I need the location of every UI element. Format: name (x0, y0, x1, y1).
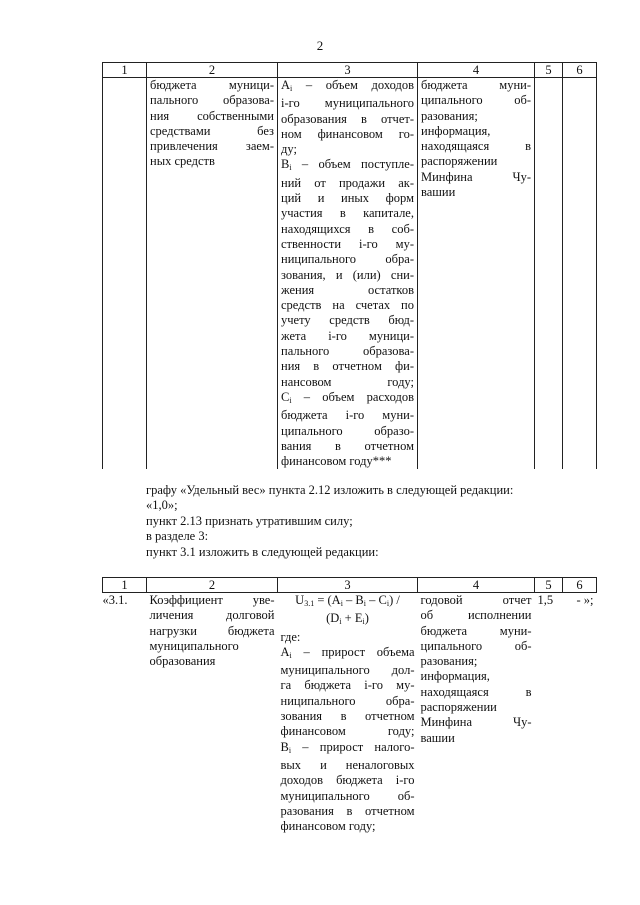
text-line: $A_i$ – объем доходов (281, 78, 414, 93)
formula-line-2: $(D_i + E_i)$ (326, 611, 369, 627)
text-line: средствами без (150, 123, 274, 138)
header-cell: 3 (278, 63, 418, 78)
text-line: нансовом году; (281, 374, 414, 389)
header-cell: 4 (418, 578, 535, 593)
text-line: финансовом году*** (281, 454, 392, 469)
cell-number (103, 78, 147, 470)
text-line: об исполнении (420, 608, 532, 623)
table-row (103, 593, 597, 835)
text-line: информация, (420, 669, 490, 684)
text-line: $C_i$ – объем расходов (281, 389, 414, 405)
cell-source (418, 78, 535, 470)
header-cell: 6 (563, 63, 597, 78)
text-line: бюджета муници- (150, 78, 274, 92)
continued-indicator-table (102, 62, 597, 469)
text-line: ном финансовом го- (281, 126, 414, 141)
text-line: ципального об- (420, 638, 532, 653)
text-line: ния в отчетном фи- (281, 359, 414, 374)
text-line: находящаяся в (421, 139, 531, 154)
cell-indicator-name (147, 78, 278, 470)
text-line: образования (149, 654, 216, 669)
paragraph: пункт 2.13 признать утратившим силу; (146, 514, 353, 528)
text-line: муниципального дол- (280, 663, 415, 678)
header-cell: 4 (418, 63, 535, 78)
text-line: ципального об- (421, 93, 531, 108)
text-line: ния собственными (150, 108, 274, 123)
header-cell: 3 (278, 578, 418, 593)
text-line: финансовом году; (280, 724, 415, 739)
text-line: муниципального (149, 638, 239, 653)
header-cell: 1 (103, 63, 147, 78)
page-number: 2 (316, 38, 324, 53)
header-cell: 6 (563, 578, 597, 593)
text-line: годовой отчет (420, 593, 532, 607)
text-line: ципального образо- (281, 423, 414, 438)
cell-indicator-name (147, 593, 278, 835)
text-line: бюджета i-го муни- (281, 408, 414, 423)
text-line: вых и неналоговых (280, 757, 415, 772)
text-line: разования в отчетном (280, 803, 415, 818)
text-line: ний от продажи ак- (281, 175, 414, 190)
text-line: ду; (281, 142, 297, 157)
cell-number: «3.1. (102, 593, 128, 607)
paragraph: пункт 3.1 изложить в следующей редакции: (146, 545, 379, 559)
text-line: муниципального об- (280, 788, 415, 803)
text-line: участия в капитале, (281, 206, 414, 221)
cell-weight (535, 78, 563, 470)
table-header-row (103, 63, 597, 78)
table-row (103, 78, 597, 470)
table-header-row (103, 578, 597, 593)
text-line: информация, (421, 123, 491, 138)
text-line: ных средств (150, 154, 215, 169)
text-line: ниципального обра- (281, 252, 414, 267)
text-line: доходов бюджета i-го (280, 773, 415, 788)
header-cell: 5 (535, 63, 563, 78)
cell-formula (278, 593, 418, 835)
text-line: распоряжении (420, 700, 497, 715)
text-line: пального образова- (281, 344, 414, 359)
text-line: нагрузки бюджета (149, 623, 275, 638)
text-line: личения долговой (149, 608, 275, 623)
text-line: зования в отчетном (280, 709, 415, 724)
text-line: га бюджета i-го му- (280, 678, 415, 693)
text-line: пального образова- (150, 93, 274, 108)
text-line: жета i-го муници- (281, 328, 414, 343)
text-line: где: (280, 629, 301, 644)
paragraph: «1,0»; (146, 498, 178, 512)
text-line: вашии (421, 185, 456, 200)
paragraph: в разделе 3: (146, 529, 209, 543)
cell-weight: 1,5 (537, 593, 554, 607)
text-line: находящихся в соб- (281, 221, 414, 236)
text-line: ций и иных форм (281, 191, 414, 206)
paragraph: графу «Удельный вес» пункта 2.12 изложить в следующей редакции: (146, 483, 514, 497)
text-line: $A_i$ – прирост объема (280, 644, 415, 660)
text-line: образования в отчет- (281, 111, 414, 126)
text-line: Минфина Чу- (420, 715, 532, 730)
cell-extra (563, 78, 597, 470)
cell-formula (278, 78, 418, 470)
formula-line-1: $U_{3.1} = (A_i - B_i - C_i)$ / (295, 593, 400, 608)
header-cell: 1 (103, 578, 147, 593)
header-cell: 2 (147, 578, 278, 593)
text-line: бюджета муни- (420, 623, 532, 638)
text-line: $B_i$ – прирост налого- (280, 739, 415, 755)
text-line: $B_i$ – объем поступле- (281, 157, 414, 173)
text-line: средств на счетах по (281, 298, 414, 313)
text-line: вашии (420, 730, 455, 745)
text-line: жения остатков (281, 282, 414, 297)
text-line: i-го муниципального (281, 96, 414, 111)
text-line: разования; (420, 654, 478, 669)
text-line: финансовом году; (280, 819, 376, 834)
cell-source (418, 593, 535, 835)
new-indicator-table (102, 577, 597, 834)
text-line: разования; (421, 108, 478, 123)
header-cell: 2 (147, 63, 278, 78)
text-line: ственности i-го му- (281, 236, 414, 251)
cell-extra: - »; (576, 593, 594, 607)
text-line: Коэффициент уве- (149, 593, 275, 607)
header-cell: 5 (535, 578, 563, 593)
text-line: бюджета муни- (421, 78, 531, 92)
text-line: привлечения заем- (150, 139, 274, 154)
text-line: учету средств бюд- (281, 313, 414, 328)
text-line: вания в отчетном (281, 438, 414, 453)
formula-legend (281, 630, 415, 835)
text-line: ниципального обра- (280, 693, 415, 708)
text-line: распоряжении (421, 154, 498, 169)
text-line: находящаяся в (420, 684, 532, 699)
text-line: зования, и (или) сни- (281, 267, 414, 282)
text-line: Минфина Чу- (421, 169, 531, 184)
